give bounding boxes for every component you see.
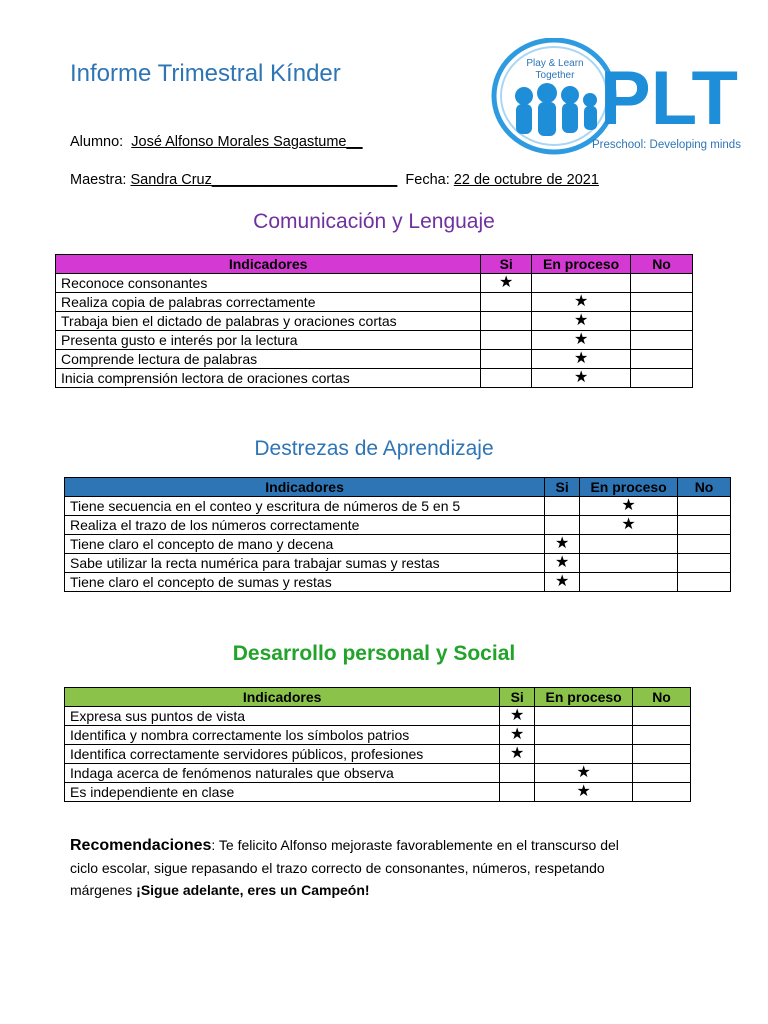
- indicator-cell: Trabaja bien el dictado de palabras y oraciones cortas: [56, 312, 481, 331]
- no-cell: [631, 369, 693, 388]
- table-row: [65, 726, 691, 745]
- no-cell: [633, 764, 691, 783]
- si-cell: ★: [500, 745, 535, 764]
- table-row: [65, 573, 731, 592]
- header-no: No: [633, 688, 691, 707]
- no-cell: [678, 497, 731, 516]
- si-cell: [481, 331, 532, 350]
- table-row: [65, 516, 731, 535]
- recommendations-body: : Te felicito Alfonso mejoraste favorablemente en el transcurso del ciclo escolar, sigue repasando el trazo correcto de consonantes, números, respetando márgenes: [70, 837, 619, 898]
- report-title: Informe Trimestral Kínder: [70, 60, 341, 87]
- table-row: [56, 274, 693, 293]
- si-cell: [481, 293, 532, 312]
- table-row: [65, 707, 691, 726]
- learning-skills-table: [64, 477, 731, 592]
- header-indicators: Indicadores: [65, 478, 545, 497]
- no-cell: [631, 350, 693, 369]
- si-cell: [481, 350, 532, 369]
- header-indicators: Indicadores: [56, 255, 481, 274]
- indicator-cell: Comprende lectura de palabras: [56, 350, 481, 369]
- teacher-line: [70, 172, 599, 188]
- indicator-cell: Reconoce consonantes: [56, 274, 481, 293]
- en-proceso-cell: ★: [532, 312, 631, 331]
- indicator-cell: Tiene claro el concepto de sumas y restas: [65, 573, 545, 592]
- table-row: [65, 745, 691, 764]
- en-proceso-cell: [580, 573, 678, 592]
- recommendations-closing: ¡Sigue adelante, eres un Campeón!: [136, 882, 370, 898]
- indicator-cell: Tiene secuencia en el conteo y escritura de números de 5 en 5: [65, 497, 545, 516]
- en-proceso-cell: ★: [532, 293, 631, 312]
- indicator-cell: Realiza copia de palabras correctamente: [56, 293, 481, 312]
- table-row: [65, 497, 731, 516]
- table-row: [65, 554, 731, 573]
- no-cell: [631, 331, 693, 350]
- student-name: José Alfonso Morales Sagastume__: [131, 134, 363, 150]
- si-cell: ★: [545, 535, 580, 554]
- logo-bubble-line2: Together: [535, 70, 575, 81]
- en-proceso-cell: ★: [532, 350, 631, 369]
- no-cell: [678, 516, 731, 535]
- communication-table: [55, 254, 693, 388]
- indicator-cell: Presenta gusto e interés por la lectura: [56, 331, 481, 350]
- header-en-proceso: En proceso: [532, 255, 631, 274]
- header-indicators: Indicadores: [65, 688, 500, 707]
- no-cell: [631, 312, 693, 331]
- date-value: 22 de octubre de 2021: [453, 172, 599, 188]
- si-cell: ★: [545, 554, 580, 573]
- en-proceso-cell: [532, 274, 631, 293]
- section-communication-title: Comunicación y Lenguaje: [253, 210, 495, 233]
- si-cell: [481, 312, 532, 331]
- no-cell: [631, 293, 693, 312]
- indicator-cell: Identifica y nombra correctamente los símbolos patrios: [65, 726, 500, 745]
- student-label: Alumno:: [70, 134, 124, 150]
- en-proceso-cell: ★: [535, 764, 633, 783]
- indicator-cell: Inicia comprensión lectora de oraciones cortas: [56, 369, 481, 388]
- si-cell: ★: [500, 726, 535, 745]
- table-row: [65, 783, 691, 802]
- en-proceso-cell: ★: [580, 516, 678, 535]
- logo-bubble-line1: Play & Learn: [526, 58, 584, 69]
- en-proceso-cell: ★: [535, 783, 633, 802]
- en-proceso-cell: [580, 554, 678, 573]
- header-no: No: [678, 478, 731, 497]
- recommendations: [70, 834, 630, 901]
- en-proceso-cell: [535, 726, 633, 745]
- indicator-cell: Tiene claro el concepto de mano y decena: [65, 535, 545, 554]
- indicator-cell: Identifica correctamente servidores públicos, profesiones: [65, 745, 500, 764]
- date-label: Fecha:: [405, 172, 450, 188]
- no-cell: [631, 274, 693, 293]
- si-cell: [481, 369, 532, 388]
- si-cell: [545, 516, 580, 535]
- no-cell: [633, 726, 691, 745]
- student-line: [70, 134, 363, 150]
- no-cell: [633, 783, 691, 802]
- plt-logo: [490, 38, 748, 156]
- no-cell: [678, 535, 731, 554]
- indicator-cell: Realiza el trazo de los números correctamente: [65, 516, 545, 535]
- si-cell: ★: [545, 573, 580, 592]
- personal-social-table: [64, 687, 691, 802]
- header-en-proceso: En proceso: [535, 688, 633, 707]
- table-row: [65, 764, 691, 783]
- table-row: [56, 331, 693, 350]
- table-row: [56, 350, 693, 369]
- indicator-cell: Expresa sus puntos de vista: [65, 707, 500, 726]
- no-cell: [678, 554, 731, 573]
- recommendations-label: Recomendaciones: [70, 837, 212, 854]
- section-learning-skills-title: Destrezas de Aprendizaje: [254, 437, 494, 460]
- si-cell: ★: [500, 707, 535, 726]
- en-proceso-cell: ★: [532, 331, 631, 350]
- logo-tagline: Preschool: Developing minds: [592, 139, 741, 151]
- si-cell: [500, 764, 535, 783]
- en-proceso-cell: [535, 707, 633, 726]
- table-row: [56, 369, 693, 388]
- en-proceso-cell: [580, 535, 678, 554]
- header-si: Si: [545, 478, 580, 497]
- en-proceso-cell: [535, 745, 633, 764]
- table-row: [65, 535, 731, 554]
- indicator-cell: Indaga acerca de fenómenos naturales que observa: [65, 764, 500, 783]
- en-proceso-cell: ★: [532, 369, 631, 388]
- logo-text: PLT: [600, 56, 738, 141]
- teacher-label: Maestra:: [70, 172, 127, 188]
- table-row: [56, 312, 693, 331]
- header-en-proceso: En proceso: [580, 478, 678, 497]
- header-no: No: [631, 255, 693, 274]
- teacher-name: Sandra Cruz_______________________: [130, 172, 398, 188]
- si-cell: [500, 783, 535, 802]
- si-cell: ★: [481, 274, 532, 293]
- no-cell: [633, 707, 691, 726]
- indicator-cell: Es independiente en clase: [65, 783, 500, 802]
- no-cell: [678, 573, 731, 592]
- header-si: Si: [500, 688, 535, 707]
- si-cell: [545, 497, 580, 516]
- table-row: [56, 293, 693, 312]
- no-cell: [633, 745, 691, 764]
- indicator-cell: Sabe utilizar la recta numérica para trabajar sumas y restas: [65, 554, 545, 573]
- en-proceso-cell: ★: [580, 497, 678, 516]
- section-personal-social-title: Desarrollo personal y Social: [232, 642, 516, 665]
- header-si: Si: [481, 255, 532, 274]
